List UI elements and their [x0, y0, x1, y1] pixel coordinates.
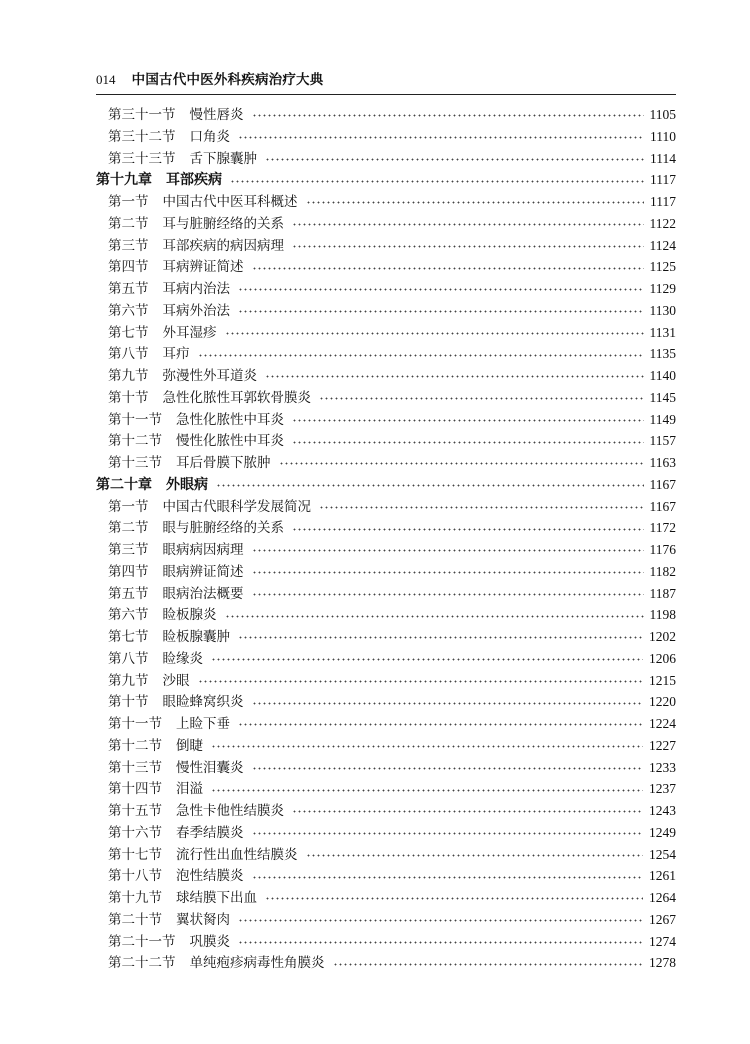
entry-page: 1140 [649, 368, 676, 383]
entry-number: 第八节 [108, 346, 149, 363]
entry-number: 第三十三节 [108, 150, 176, 167]
entry-number: 第四节 [108, 563, 149, 580]
entry-title: 单纯疱疹病毒性角膜炎 [189, 955, 325, 972]
entry-page: 1105 [649, 107, 676, 122]
entry-number: 第九节 [108, 672, 149, 689]
toc-section-entry [96, 604, 676, 626]
dot-leader [211, 744, 643, 750]
entry-page: 1274 [649, 933, 676, 949]
dot-leader [238, 722, 643, 728]
toc-section-entry [96, 517, 676, 539]
entry-number: 第一节 [108, 498, 149, 515]
entry-page: 1130 [649, 302, 676, 318]
entry-title: 睑板腺囊肿 [162, 629, 230, 645]
entry-page: 1117 [650, 172, 676, 188]
dot-leader [292, 526, 644, 532]
dot-leader [292, 417, 644, 423]
entry-title: 外耳湿疹 [162, 324, 217, 341]
entry-title: 舌下腺囊肿 [189, 150, 257, 167]
toc-section-entry [96, 822, 676, 844]
entry-page: 1110 [650, 128, 676, 144]
dot-leader [252, 548, 644, 554]
entry-title: 耳病外治法 [162, 302, 230, 319]
entry-title: 眼病治法概要 [162, 585, 244, 602]
dot-leader [252, 591, 644, 597]
entry-title: 沙眼 [162, 672, 190, 689]
dot-leader [230, 178, 644, 184]
entry-number: 第十二节 [108, 737, 162, 754]
entry-page: 1198 [649, 607, 676, 623]
entry-title: 口角炎 [189, 128, 230, 145]
dot-leader [198, 678, 644, 684]
entry-number: 第六节 [108, 607, 149, 624]
dot-leader [292, 243, 644, 249]
toc-section-entry [96, 300, 676, 322]
dot-leader [198, 352, 644, 358]
entry-page: 1220 [649, 694, 676, 710]
dot-leader [238, 918, 643, 924]
toc-section-entry [96, 844, 676, 866]
toc-section-entry [96, 235, 676, 257]
dot-leader [211, 787, 643, 793]
toc-section-entry [96, 387, 676, 409]
entry-page: 1187 [649, 585, 676, 601]
entry-title: 耳与脏腑经络的关系 [162, 215, 284, 232]
entry-number: 第五节 [108, 585, 149, 602]
entry-page: 1117 [650, 194, 676, 209]
toc-section-entry [96, 343, 676, 365]
entry-title: 眼病病因病理 [162, 542, 244, 558]
entry-page: 1254 [649, 846, 676, 862]
header-rule [96, 94, 676, 95]
dot-leader [252, 765, 644, 771]
toc-section-entry [96, 322, 676, 344]
dot-leader [252, 700, 644, 706]
entry-title: 耳病内治法 [162, 281, 230, 297]
dot-leader [292, 809, 643, 815]
entry-number: 第十四节 [108, 781, 162, 798]
entry-page: 1243 [649, 803, 676, 818]
toc-chapter-entry [96, 169, 676, 191]
entry-title: 弥漫性外耳道炎 [162, 368, 257, 384]
entry-page: 1122 [649, 215, 676, 231]
entry-number: 第十五节 [108, 803, 162, 819]
entry-title: 倒睫 [176, 737, 203, 754]
toc-section-entry [96, 865, 676, 887]
entry-title: 眼与脏腑经络的关系 [162, 520, 284, 537]
toc-section-entry [96, 104, 676, 126]
entry-page: 1233 [649, 759, 676, 775]
entry-title: 眼病辨证简述 [162, 563, 244, 580]
entry-number: 第三十一节 [108, 107, 176, 123]
toc-section-entry [96, 735, 676, 757]
entry-page: 1264 [649, 890, 676, 905]
toc-section-entry [96, 648, 676, 670]
dot-leader [216, 483, 644, 489]
toc-section-entry [96, 931, 676, 953]
entry-title: 眼睑蜂窝织炎 [162, 694, 244, 711]
toc-section-entry [96, 496, 676, 518]
entry-number: 第五节 [108, 281, 149, 297]
entry-number: 第十三节 [108, 759, 162, 776]
toc-section-entry [96, 909, 676, 931]
toc-section-entry [96, 887, 676, 909]
toc-section-entry [96, 583, 676, 605]
entry-page: 1182 [649, 563, 676, 579]
entry-title: 耳后骨膜下脓肿 [176, 455, 271, 471]
dot-leader [252, 831, 644, 837]
dot-leader [225, 613, 644, 619]
dot-leader [238, 135, 644, 141]
dot-leader [292, 439, 644, 445]
entry-page: 1206 [649, 650, 676, 666]
entry-page: 1135 [649, 346, 676, 362]
dot-leader [292, 222, 644, 228]
dot-leader [252, 570, 644, 576]
toc-section-entry [96, 713, 676, 735]
dot-leader [306, 852, 644, 858]
entry-page: 1145 [649, 389, 676, 405]
entry-page: 1224 [649, 716, 676, 731]
entry-number: 第二十节 [108, 911, 162, 928]
entry-title: 耳疖 [162, 346, 190, 363]
dot-leader [238, 939, 643, 945]
entry-number: 第十九章 [96, 172, 152, 189]
entry-title: 春季结膜炎 [176, 824, 244, 841]
entry-page: 1215 [649, 672, 676, 688]
entry-title: 流行性出血性结膜炎 [176, 846, 298, 863]
entry-page: 1124 [649, 237, 676, 253]
entry-title: 睑板腺炎 [162, 607, 217, 624]
entry-title: 球结膜下出血 [176, 890, 257, 906]
page-number: 014 [96, 72, 116, 87]
entry-title: 泡性结膜炎 [176, 868, 244, 885]
entry-title: 慢性唇炎 [189, 107, 244, 123]
entry-title: 巩膜炎 [189, 933, 230, 950]
toc-section-entry [96, 191, 676, 213]
entry-number: 第二节 [108, 215, 149, 232]
dot-leader [333, 961, 644, 967]
toc-section-entry [96, 278, 676, 300]
dot-leader [265, 374, 644, 380]
page-header [96, 72, 640, 94]
entry-title: 急性化脓性中耳炎 [176, 411, 284, 428]
entry-page: 1114 [650, 150, 676, 166]
entry-number: 第七节 [108, 629, 149, 645]
entry-page: 1163 [649, 455, 676, 470]
entry-page: 1202 [649, 629, 676, 644]
entry-number: 第十节 [108, 389, 149, 406]
dot-leader [252, 113, 644, 119]
entry-title: 急性化脓性耳郭软骨膜炎 [162, 389, 311, 406]
toc-section-entry [96, 126, 676, 148]
entry-number: 第九节 [108, 368, 149, 384]
toc-section-entry [96, 626, 676, 648]
entry-page: 1167 [649, 476, 676, 492]
entry-page: 1249 [649, 824, 676, 840]
entry-page: 1278 [649, 955, 676, 971]
entry-title: 睑缘炎 [162, 650, 203, 667]
toc-section-entry [96, 778, 676, 800]
dot-leader [319, 504, 644, 510]
dot-leader [238, 635, 643, 641]
entry-number: 第十节 [108, 694, 149, 711]
entry-title: 慢性泪囊炎 [176, 759, 244, 776]
dot-leader [252, 265, 644, 271]
entry-number: 第十六节 [108, 824, 162, 841]
dot-leader [306, 200, 645, 206]
dot-leader [319, 396, 644, 402]
dot-leader [265, 156, 644, 162]
entry-title: 外眼病 [166, 476, 208, 493]
toc-section-entry [96, 213, 676, 235]
entry-page: 1267 [649, 911, 676, 927]
toc-section-entry [96, 256, 676, 278]
entry-page: 1149 [649, 411, 676, 427]
entry-number: 第十一节 [108, 716, 162, 732]
entry-number: 第八节 [108, 650, 149, 667]
entry-page: 1157 [649, 433, 676, 449]
entry-page: 1167 [649, 498, 676, 514]
dot-leader [252, 874, 644, 880]
entry-number: 第七节 [108, 324, 149, 341]
toc-section-entry [96, 800, 676, 822]
entry-number: 第二十一节 [108, 933, 176, 950]
entry-number: 第一节 [108, 194, 149, 210]
entry-title: 翼状胬肉 [176, 911, 230, 928]
entry-number: 第十三节 [108, 455, 162, 471]
toc-section-entry [96, 952, 676, 974]
entry-number: 第三十二节 [108, 128, 176, 145]
entry-number: 第二十章 [96, 476, 152, 493]
entry-number: 第十一节 [108, 411, 162, 428]
book-title: 中国古代中医外科疾病治疗大典 [131, 72, 324, 88]
entry-number: 第十八节 [108, 868, 162, 885]
dot-leader [211, 657, 643, 663]
toc-section-entry [96, 670, 676, 692]
entry-page: 1172 [649, 520, 676, 536]
entry-title: 耳部疾病 [166, 172, 222, 189]
toc-section-entry [96, 691, 676, 713]
toc-section-entry [96, 409, 676, 431]
dot-leader [225, 330, 644, 336]
entry-number: 第二节 [108, 520, 149, 537]
entry-page: 1176 [649, 542, 676, 557]
entry-title: 泪溢 [176, 781, 203, 798]
entry-title: 中国古代眼科学发展简况 [162, 498, 311, 515]
dot-leader [265, 896, 643, 902]
entry-page: 1261 [649, 868, 676, 884]
dot-leader [279, 461, 644, 467]
entry-number: 第三节 [108, 542, 149, 558]
toc-section-entry [96, 365, 676, 387]
entry-title: 慢性化脓性中耳炎 [176, 433, 284, 450]
dot-leader [238, 287, 644, 293]
table-of-contents [96, 104, 676, 974]
entry-title: 耳部疾病的病因病理 [162, 237, 284, 254]
toc-section-entry [96, 148, 676, 170]
toc-section-entry [96, 452, 676, 474]
entry-page: 1125 [649, 259, 676, 275]
entry-title: 耳病辨证简述 [162, 259, 244, 276]
entry-number: 第六节 [108, 302, 149, 319]
entry-number: 第三节 [108, 237, 149, 254]
toc-chapter-entry [96, 474, 676, 496]
entry-number: 第四节 [108, 259, 149, 276]
toc-section-entry [96, 430, 676, 452]
entry-page: 1129 [649, 281, 676, 296]
entry-page: 1131 [649, 324, 676, 340]
entry-number: 第十二节 [108, 433, 162, 450]
entry-page: 1237 [649, 781, 676, 797]
toc-section-entry [96, 757, 676, 779]
entry-number: 第十九节 [108, 890, 162, 906]
entry-number: 第二十二节 [108, 955, 176, 972]
entry-number: 第十七节 [108, 846, 162, 863]
entry-title: 急性卡他性结膜炎 [176, 803, 284, 819]
dot-leader [238, 309, 644, 315]
entry-title: 上睑下垂 [176, 716, 230, 732]
entry-title: 中国古代中医耳科概述 [162, 194, 298, 210]
toc-section-entry [96, 539, 676, 561]
toc-section-entry [96, 561, 676, 583]
entry-page: 1227 [649, 737, 676, 753]
